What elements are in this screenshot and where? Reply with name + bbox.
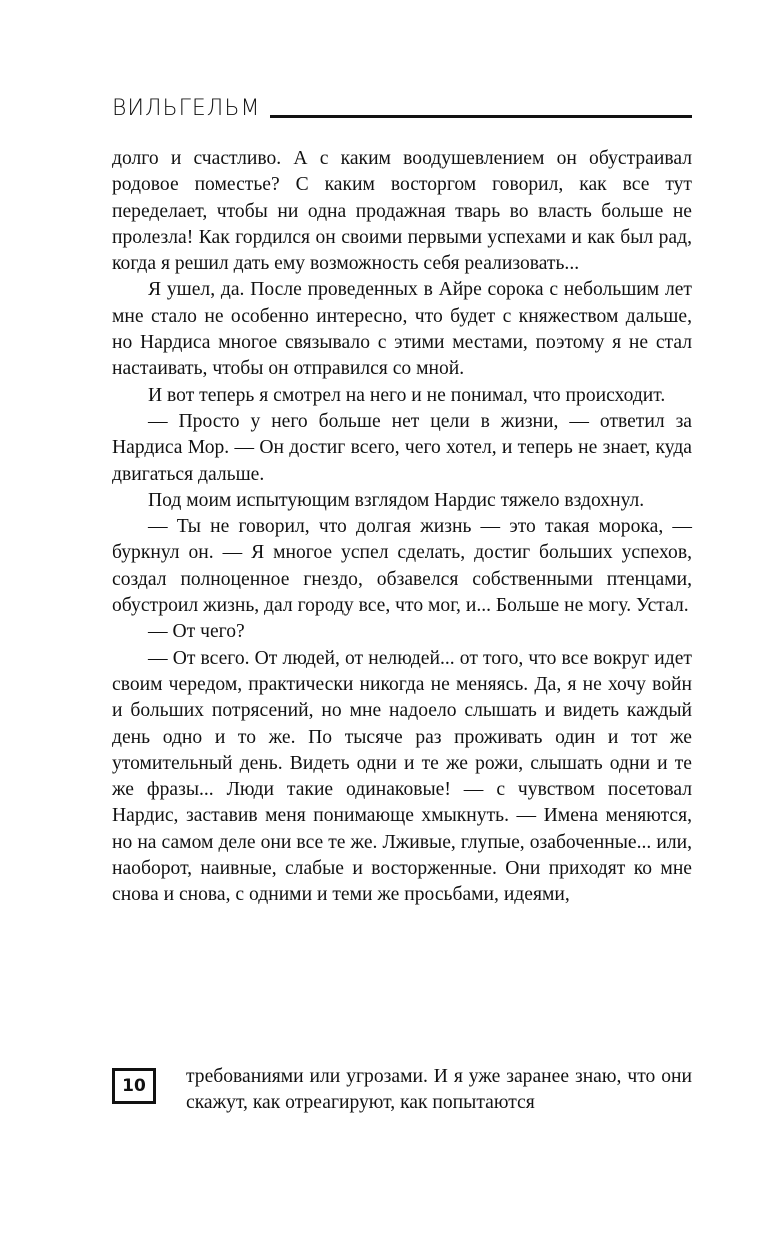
- body-text-continuation: [186, 1064, 692, 1117]
- page-number: 10: [112, 1068, 156, 1104]
- body-text: [112, 146, 692, 909]
- paragraph: — Просто у него больше нет цели в жизни, — ответил за Нардиса Мор. — Он достиг всего, чего хотел, и теперь не знает, куда двигаться дальше.: [112, 410, 692, 485]
- header-rule: [270, 115, 692, 118]
- paragraph: — От чего?: [148, 621, 245, 643]
- paragraph: — От всего. От людей, от нелюдей... от того, что все вокруг идет своим чередом, практически никогда не меняясь. Да, я не хочу войн и больших потрясений, но мне надоело слышать и видеть каждый день одно и то же. По тысяче раз проживать один и тот же утомительный день. Видеть одни и те же рожи, слышать одни и те же фразы... Люди такие одинаковые! — с чувством посетовал Нардис, заставив меня понимающе хмыкнуть. — Имена меняются, но на самом деле они все те же. Лживые, глупые, озабоченные... или, наоборот, наивные, слабые и восторженные. Они приходят ко мне снова и снова, с одними и теми же просьбами, идеями,: [112, 647, 692, 906]
- paragraph: долго и счастливо. А с каким воодушевлением он обустраивал родовое поместье? С каким восторгом говорил, как все тут переделает, чтобы ни одна продажная тварь во власть больше не пролезла! Как гордился он своими первыми успехами и как был рад, когда я решил дать ему возможность себя реализовать...: [112, 148, 692, 275]
- running-header: [112, 94, 692, 124]
- paragraph: И вот теперь я смотрел на него и не понимал, что происходит.: [148, 384, 666, 406]
- running-header-title: ВИЛЬГЕЛЬМ: [112, 96, 261, 121]
- paragraph: — Ты не говорил, что долгая жизнь — это такая морока, — буркнул он. — Я многое успел сделать, достиг больших успехов, создал полноценное гнездо, обзавелся собственными птенцами, обустроил жизнь, дал городу все, что мог, и... Больше не могу. Устал.: [112, 516, 692, 617]
- paragraph: Я ушел, да. После проведенных в Айре сорока с небольшим лет мне стало не особенно интересно, что будет с княжеством дальше, но Нардиса многое связывало с этими местами, поэтому я не стал настаивать, чтобы он отправился со мной.: [112, 279, 692, 380]
- paragraph-continuation: требованиями или угрозами. И я уже заранее знаю, что они скажут, как отреагируют, как попытаются: [186, 1066, 692, 1114]
- paragraph: Под моим испытующим взглядом Нардис тяжело вздохнул.: [148, 489, 645, 511]
